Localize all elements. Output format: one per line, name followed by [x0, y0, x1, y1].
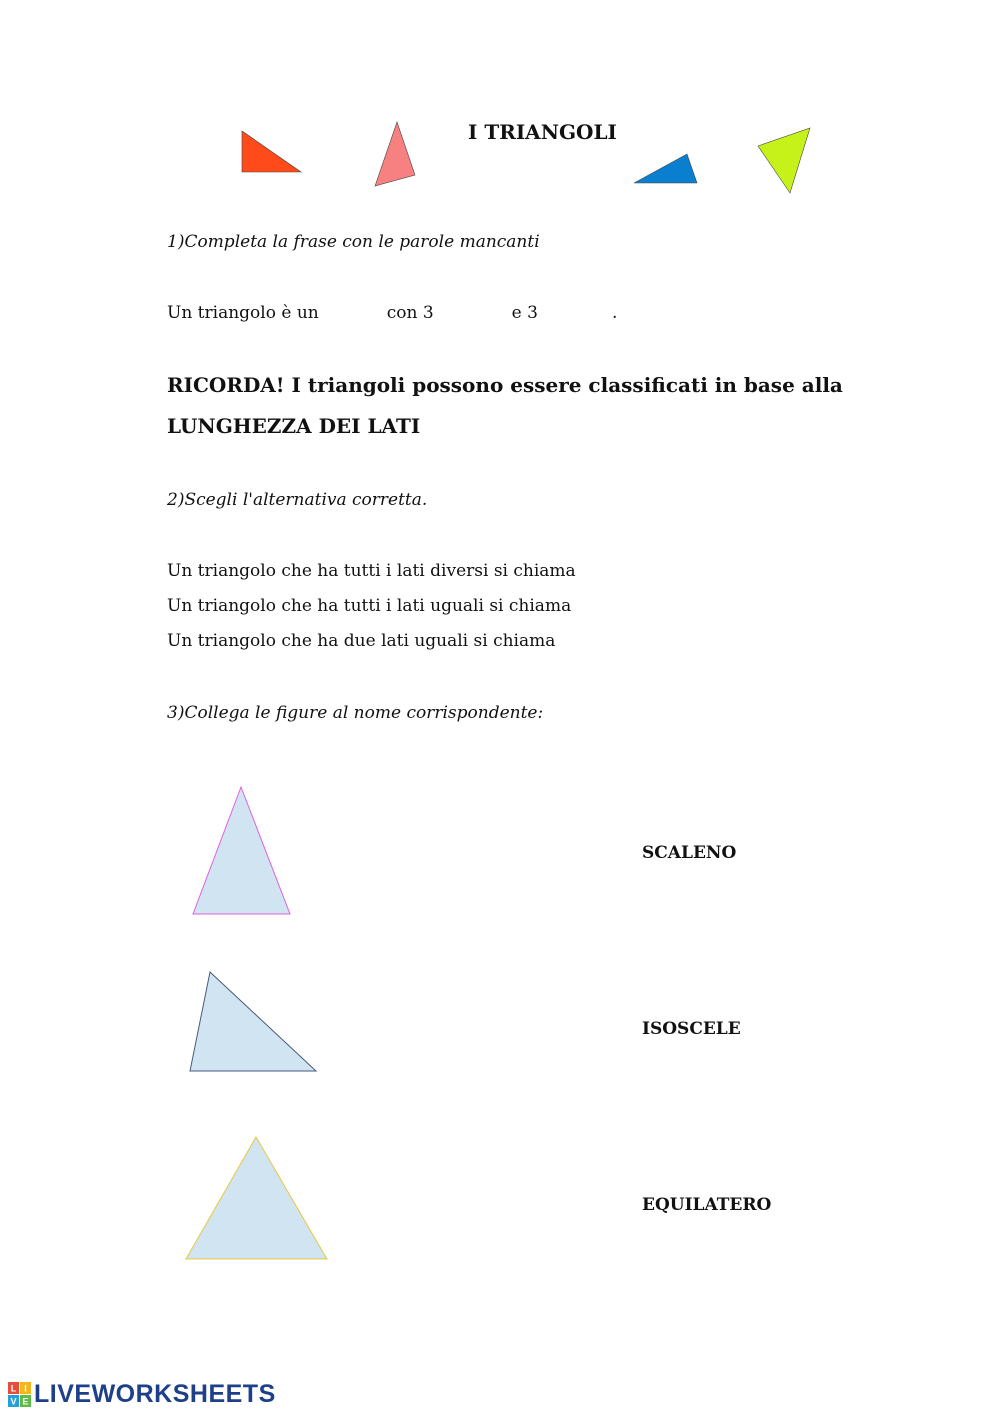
- blank-input-1[interactable]: [319, 303, 387, 323]
- svg-text:E: E: [22, 1396, 29, 1406]
- triangle-equilateral-figure[interactable]: [186, 1137, 327, 1259]
- choice-select-1[interactable]: [600, 561, 820, 583]
- triangle-pink-icon: [375, 122, 415, 186]
- triangle-scalene-figure[interactable]: [190, 972, 316, 1071]
- logo-text: LIVEWORKSHEETS: [34, 1380, 276, 1408]
- label-equilatero[interactable]: EQUILATERO: [642, 1195, 772, 1215]
- choice-sentence-2: Un triangolo che ha tutti i lati uguali si chiama: [167, 596, 572, 616]
- svg-text:I: I: [24, 1383, 27, 1393]
- page-title: I TRIANGOLI: [468, 120, 617, 144]
- exercise2-instruction: 2)Scegli l'alternativa corretta.: [167, 490, 428, 510]
- triangle-blue-icon: [634, 154, 697, 183]
- reminder-line1: RICORDA! I triangoli possono essere classificati in base alla: [167, 373, 843, 397]
- exercise1-instruction: 1)Completa la frase con le parole mancanti: [167, 232, 540, 252]
- triangle-isosceles-figure[interactable]: [193, 787, 290, 914]
- exercise1-sentence: [167, 303, 617, 323]
- svg-text:V: V: [10, 1396, 17, 1406]
- reminder-line2: LUNGHEZZA DEI LATI: [167, 414, 421, 438]
- liveworksheets-logo: [8, 1380, 276, 1409]
- sentence-part3: e 3: [511, 303, 538, 323]
- exercise3-instruction: 3)Collega le figure al nome corrispondente:: [167, 703, 544, 723]
- triangle-green-icon: [758, 128, 810, 193]
- blank-input-2[interactable]: [434, 303, 512, 323]
- header-decor: [0, 0, 1000, 210]
- label-scaleno[interactable]: SCALENO: [642, 843, 737, 863]
- triangle-orange-icon: [242, 131, 301, 172]
- label-isoscele[interactable]: ISOSCELE: [642, 1019, 741, 1039]
- choice-select-2[interactable]: [600, 596, 820, 618]
- shapes-area: [0, 760, 400, 1280]
- choice-select-3[interactable]: [600, 631, 820, 653]
- svg-text:L: L: [10, 1383, 17, 1393]
- choice-sentence-1: Un triangolo che ha tutti i lati diversi si chiama: [167, 561, 576, 581]
- logo-grid-icon: [8, 1382, 32, 1408]
- sentence-part2: con 3: [386, 303, 434, 323]
- blank-input-3[interactable]: [538, 303, 612, 323]
- sentence-part4: .: [611, 303, 618, 323]
- sentence-part1: Un triangolo è un: [167, 303, 319, 323]
- choice-sentence-3: Un triangolo che ha due lati uguali si chiama: [167, 631, 556, 651]
